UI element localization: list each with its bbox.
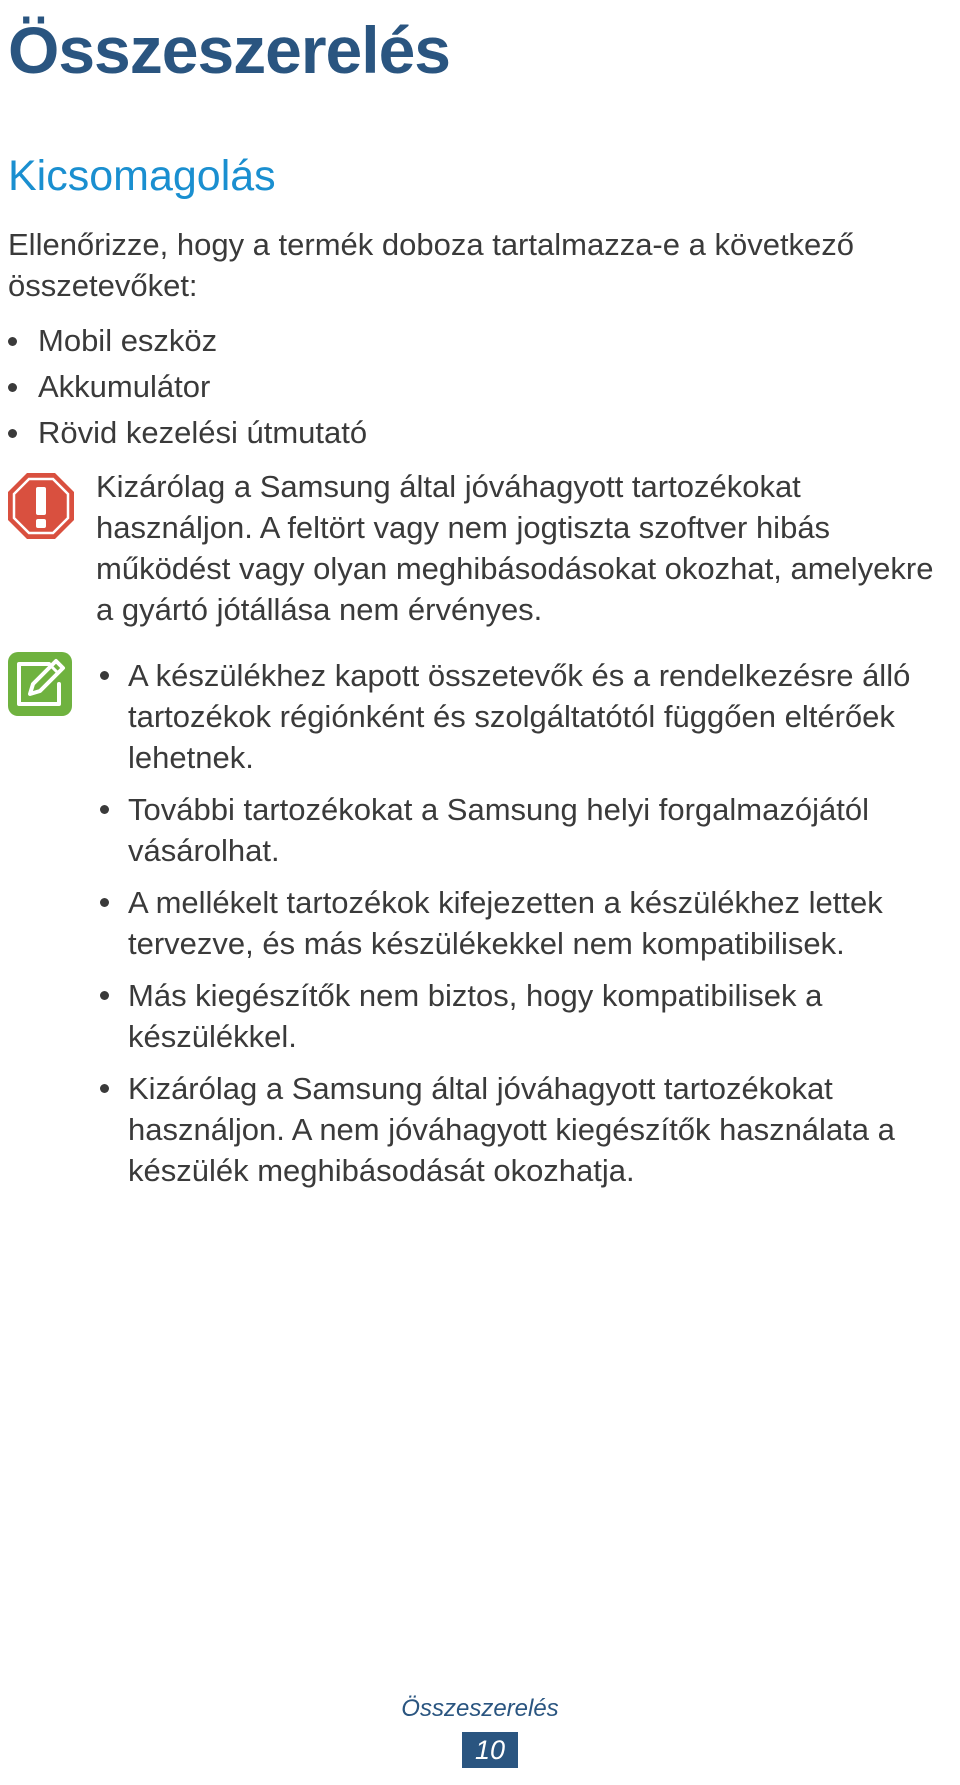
note-item — [96, 975, 956, 1057]
note-item — [96, 882, 956, 964]
note-icon — [6, 650, 74, 718]
package-contents-list — [8, 318, 367, 456]
intro-paragraph: Ellenőrizze, hogy a termék doboza tartalmazza-e a következő összetevőket: — [8, 227, 855, 303]
note-item — [96, 789, 956, 871]
note-item — [96, 1068, 956, 1191]
warning-icon — [6, 471, 76, 541]
note-item-text: A mellékelt tartozékok kifejezetten a készülékhez lettek tervezve, és más készülékekkel nem kompatibilisek. — [128, 885, 883, 961]
bullet-icon — [8, 383, 17, 392]
note-item — [96, 655, 956, 778]
note-item-text: Más kiegészítők nem biztos, hogy kompatibilisek a készülékkel. — [128, 978, 823, 1054]
bullet-icon — [100, 1084, 109, 1093]
note-item-text: További tartozékokat a Samsung helyi forgalmazójától vásárolhat. — [128, 792, 869, 868]
list-item-label: Mobil eszköz — [38, 323, 218, 358]
chapter-title: Összeszerelés — [8, 13, 451, 87]
list-item — [8, 410, 367, 456]
bullet-icon — [100, 898, 109, 907]
footer-section-name: Összeszerelés — [401, 1695, 559, 1722]
list-item — [8, 318, 367, 364]
bullet-icon — [100, 671, 109, 680]
bullet-icon — [8, 429, 17, 438]
section-title: Kicsomagolás — [8, 152, 276, 200]
list-item-label: Rövid kezelési útmutató — [38, 415, 368, 450]
bullet-icon — [8, 337, 17, 346]
page-number: 10 — [462, 1732, 518, 1768]
bullet-icon — [100, 805, 109, 814]
note-list — [96, 655, 956, 1202]
note-item-text: Kizárólag a Samsung által jóváhagyott tartozékokat használjon. A nem jóváhagyott kiegészítők használata a készülék meghibásodását okozhatja. — [128, 1071, 895, 1188]
bullet-icon — [100, 991, 109, 1000]
note-item-text: A készülékhez kapott összetevők és a rendelkezésre álló tartozékok régiónként és szolgáltatótól függően eltérőek lehetnek. — [128, 658, 911, 775]
warning-text: Kizárólag a Samsung által jóváhagyott tartozékokat használjon. A feltört vagy nem jogtiszta szoftver hibás működést vagy olyan meghibásodásokat okozhat, amelyekre a gyártó jótállása nem érvényes. — [96, 469, 934, 627]
list-item — [8, 364, 367, 410]
list-item-label: Akkumulátor — [38, 369, 211, 404]
